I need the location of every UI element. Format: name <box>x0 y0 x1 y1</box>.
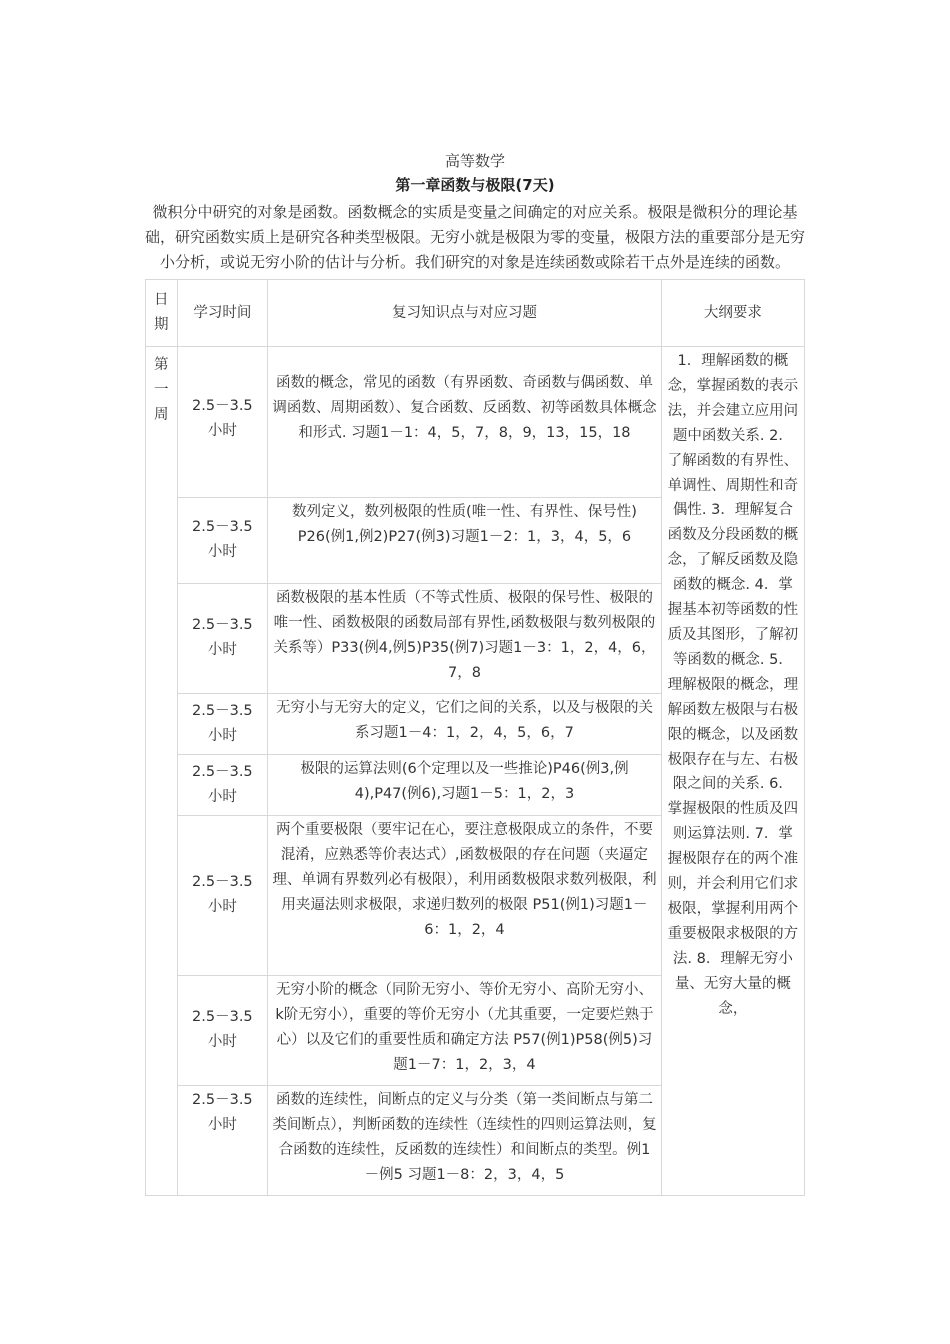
chapter-title: 第一章函数与极限(7天) <box>395 176 555 194</box>
study-time-cell: 2.5－3.5 小时 <box>177 694 268 755</box>
knowledge-cell: 极限的运算法则(6个定理以及一些推论)P46(例3,例4),P47(例6),习题1－5：1，2，3 <box>268 755 662 816</box>
study-time-cell: 2.5－3.5 小时 <box>177 976 268 1086</box>
study-time-cell: 2.5－3.5 小时 <box>177 1086 268 1196</box>
knowledge-cell: 无穷小阶的概念（同阶无穷小、等价无穷小、高阶无穷小、k阶无穷小），重要的等价无穷小（尤其重要，一定要烂熟于心）以及它们的重要性质和确定方法 P57(例1)P58(例5)习题1－7：1，2，3，4 <box>268 976 662 1086</box>
header-date: 日 期 <box>146 280 178 347</box>
week-label: 第 一 周 <box>146 347 178 1196</box>
header-requirements: 大纲要求 <box>661 280 804 347</box>
document-page <box>145 150 805 1196</box>
knowledge-cell: 函数的概念，常见的函数（有界函数、奇函数与偶函数、单调函数、周期函数）、复合函数、反函数、初等函数具体概念和形式. 习题1－1：4，5，7，8，9，13，15，18 <box>268 347 662 498</box>
study-time-cell: 2.5－3.5 小时 <box>177 498 268 584</box>
knowledge-cell: 无穷小与无穷大的定义，它们之间的关系，以及与极限的关系习题1－4：1，2，4，5，6，7 <box>268 694 662 755</box>
header-knowledge: 复习知识点与对应习题 <box>268 280 662 347</box>
study-time-cell: 2.5－3.5 小时 <box>177 816 268 976</box>
document-title: 高等数学 <box>444 152 505 170</box>
study-time-cell: 2.5－3.5 小时 <box>177 347 268 498</box>
table-row <box>146 347 805 498</box>
syllabus-requirements: 1．理解函数的概念，掌握函数的表示法，并会建立应用问题中函数关系. 2．了解函数的有界性、单调性、周期性和奇偶性. 3．理解复合函数及分段函数的概念，了解反函数及隐函数的概念. 4．掌握基本初等函数的性质及其图形，了解初等函数的概念. 5．理解极限的概念，理解函数左极限与右极限的概念，以及函数极限存在与左、右极限之间的关系. 6．掌握极限的性质及四则运算法则. 7．掌握极限存在的两个准则，并会利用它们求极限，掌握利用两个重要极限求极限的方法. 8．理解无穷小量、无穷大量的概念， <box>661 347 804 1196</box>
chapter-intro: 微积分中研究的对象是函数。函数概念的实质是变量之间确定的对应关系。极限是微积分的理论基础，研究函数实质上是研究各种类型极限。无穷小就是极限为零的变量，极限方法的重要部分是无穷小分析，或说无穷小阶的估计与分析。我们研究的对象是连续函数或除若干点外是连续的函数。 <box>145 203 806 271</box>
study-time-cell: 2.5－3.5 小时 <box>177 584 268 694</box>
knowledge-cell: 函数的连续性，间断点的定义与分类（第一类间断点与第二类间断点），判断函数的连续性（连续性的四则运算法则，复合函数的连续性，反函数的连续性）和间断点的类型。例1－例5 习题1－8：2，3，4，5 <box>268 1086 662 1196</box>
header-study-time: 学习时间 <box>177 280 268 347</box>
study-plan-table <box>145 279 805 1196</box>
knowledge-cell: 函数极限的基本性质（不等式性质、极限的保号性、极限的唯一性、函数极限的函数局部有界性,函数极限与数列极限的关系等）P33(例4,例5)P35(例7)习题1－3：1，2，4，6，7，8 <box>268 584 662 694</box>
knowledge-cell: 两个重要极限（要牢记在心，要注意极限成立的条件，不要混淆，应熟悉等价表达式）,函数极限的存在问题（夹逼定理、单调有界数列必有极限），利用函数极限求数列极限，利用夹逼法则求极限，求递归数列的极限 P51(例1)习题1－6：1，2，4 <box>268 816 662 976</box>
table-header-row <box>146 280 805 347</box>
study-time-cell: 2.5－3.5 小时 <box>177 755 268 816</box>
knowledge-cell: 数列定义，数列极限的性质(唯一性、有界性、保号性) P26(例1,例2)P27(例3)习题1－2：1，3，4，5，6 <box>268 498 662 584</box>
